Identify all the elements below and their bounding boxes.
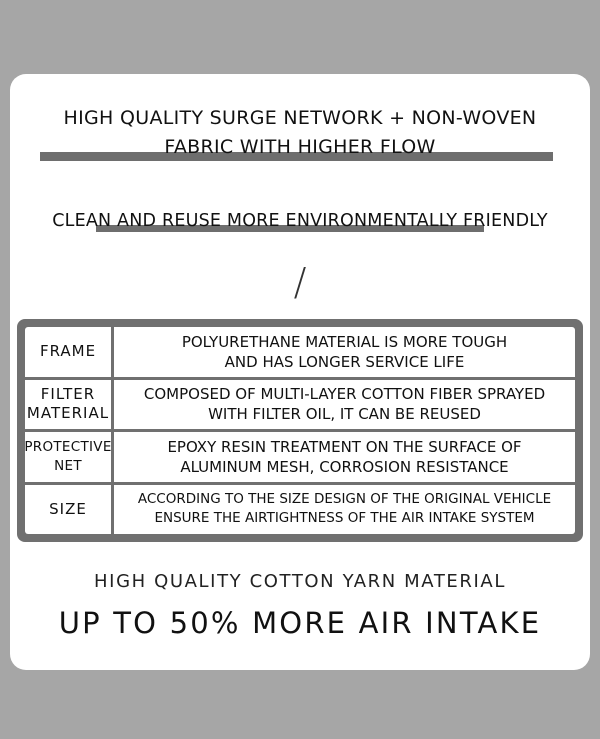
title-block [10,104,590,162]
spec-row-frame [25,327,575,377]
spec-desc-frame: POLYURETHANE MATERIAL IS MORE TOUGH AND HAS LONGER SERVICE LIFE [181,332,508,371]
spec-label-filter-material: FILTER MATERIAL [25,380,114,430]
spec-row-size [25,482,575,535]
spec-label-protective-net: PROTECTIVE NET [25,432,114,482]
feature-card [10,74,590,670]
spec-desc-size: ACCORDING TO THE SIZE DESIGN OF THE ORIGINAL VEHICLE ENSURE THE AIRTIGHTNESS OF THE AIR INTAKE SYSTEM [137,491,552,527]
spec-label-frame: FRAME [25,327,114,377]
title-line-1: HIGH QUALITY SURGE NETWORK + NON-WOVEN [63,107,537,129]
title-line-2: FABRIC WITH HIGHER FLOW [164,136,436,158]
spec-desc-filter-material: COMPOSED OF MULTI-LAYER COTTON FIBER SPRAYED WITH FILTER OIL, IT CAN BE REUSED [143,385,546,424]
slash-divider: / [293,260,307,304]
spec-desc-protective-net: EPOXY RESIN TREATMENT ON THE SURFACE OF ALUMINUM MESH, CORROSION RESISTANCE [167,437,522,476]
spec-label-size: SIZE [25,485,114,535]
material-tagline: HIGH QUALITY COTTON YARN MATERIAL [94,571,506,592]
spec-table-frame [17,319,583,542]
subtitle: CLEAN AND REUSE MORE ENVIRONMENTALLY FRIENDLY [52,211,548,231]
air-intake-tagline: UP TO 50% MORE AIR INTAKE [58,606,542,640]
spec-row-filter-material [25,377,575,430]
spec-row-protective-net [25,429,575,482]
spec-table [25,327,575,534]
